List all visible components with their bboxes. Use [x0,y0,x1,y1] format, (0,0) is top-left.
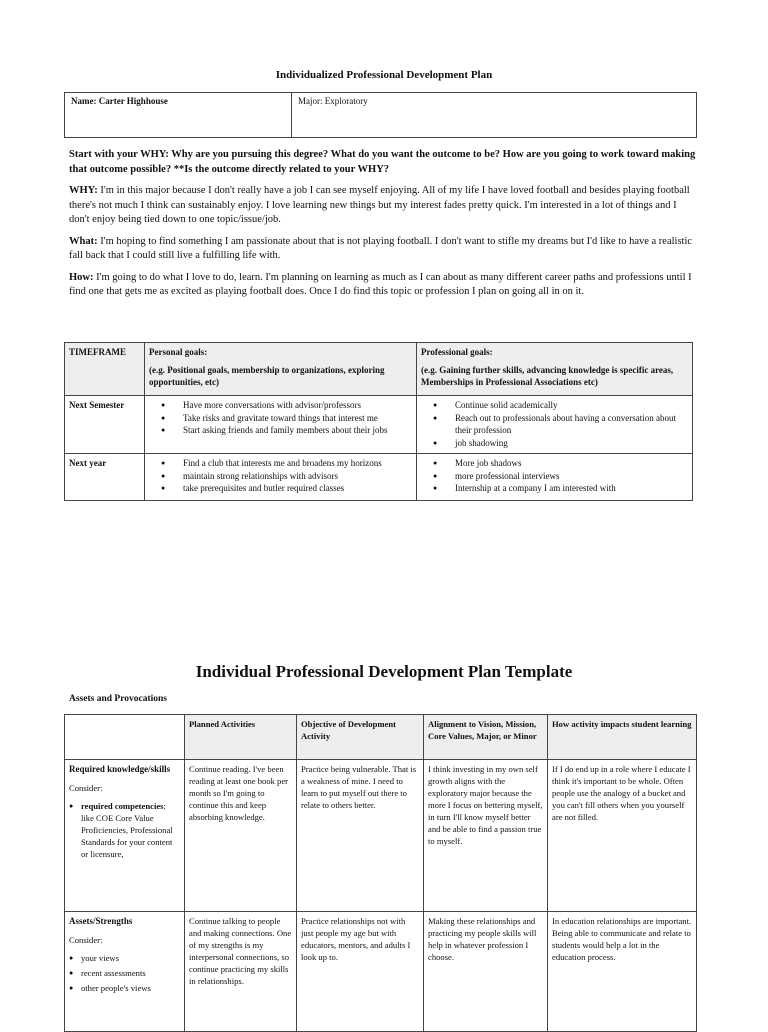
why-paragraph: WHY: I'm in this major because I don't really have a job I can see myself enjoying. All of my life I have loved football and besides playing football there's not much I think can sustainably enjoy. I love learning new things but my interest fades pretty quick. I'm interested in a lot of things and I don't enjoy being tied down to one topic/issue/job. [69,185,690,225]
header-timeframe: TIMEFRAME [65,343,145,396]
list-item: ● maintain strong relationships with advisors [183,470,412,483]
planned-cell: Continue talking to people and making connections. One of my strengths is my interpersonal connections, so continue practicing my skills in relationships. [185,912,297,1032]
list-item: ● Take risks and gravitate toward things that interest me [183,412,412,425]
impact-cell: In education relationships are important. Being able to communicate and relate to students would help a lot in the education process. [548,912,697,1032]
consider-list [69,952,180,994]
list-item: ● more professional interviews [455,470,688,483]
goals-row-next-year: Next year ● Find a club that interests me and broadens my horizons ● maintain strong relationships with advisors ● take prerequisites and butler required classes ● More job shadows ● more professional interviews ● Internship at a company I am interested with [65,454,693,501]
objective-cell: Practice being vulnerable. That is a weakness of mine. I need to learn to put myself out there to relate to others better. [297,760,424,912]
why-section [69,148,699,307]
template-title: Individual Professional Development Plan Template [195,662,573,681]
section-heading: Assets and Provocations [69,694,167,704]
list-item: ● Find a club that interests me and broadens my horizons [183,457,412,470]
plan-template-table [64,714,697,1032]
plan-title: Individualized Professional Development Plan [275,69,493,81]
personal-goals-list [149,457,412,495]
list-item: ● Internship at a company I am interested with [455,482,688,495]
header-planned-activities: Planned Activities [185,715,297,760]
header-professional-goals: Professional goals: (e.g. Gaining further skills, advancing knowledge is specific areas, Memberships in Professional Associations etc) [417,343,693,396]
what-paragraph: What: I'm hoping to find something I am passionate about that is not playing football. I don't want to stifle my dreams but I'd like to have a realistic fall back that I could still live a fulfilling life with. [69,235,693,261]
goals-row-next-semester: Next Semester ● Have more conversations with advisor/professors ● Take risks and gravitate toward things that interest me ● Start asking friends and family members about their jobs ● Continue solid academically ● Reach out to professionals about having a conversation about their profession ● job shadowing [65,396,693,454]
student-info-table [64,92,697,138]
personal-goals-list [149,399,412,437]
name-cell: Name: Carter Highhouse [65,93,292,138]
header-objective: Objective of Development Activity [297,715,424,760]
list-item: ● required competencies: like COE Core Value Proficiencies, Professional Standards for your content or licensure, [81,800,180,860]
header-alignment: Alignment to Vision, Mission, Core Values, Major, or Minor [424,715,548,760]
row-label: Required knowledge/skills [69,764,171,774]
table-row: Required knowledge/skills Consider: ● required competencies: like COE Core Value Proficiencies, Professional Standards for your content or licensure, Continue reading. I've been reading at least one book per month so I'm going to continue this and keep absorbing knowledge. Practice being vulnerable. That is a weakness of mine. I need to learn to put myself out there to relate to others better. I think investing in my own self growth aligns with the exploratory major because the more I focus on bettering myself, in turn I'll know myself better and be able to find a passion true to myself. If I do end up in a role where I educate I think it's important to be whole. Often people use the analogy of a bucket and you can't fill others when you yourself are not filled. [65,760,697,912]
consider-list [69,800,180,860]
list-item: ● Start asking friends and family members about their jobs [183,424,412,437]
list-item: ● your views [81,952,180,964]
list-item: ● job shadowing [455,437,688,450]
list-item: ● Have more conversations with advisor/professors [183,399,412,412]
why-prompt: Start with your WHY: Why are you pursuing this degree? What do you want the outcome to be? How are you going to work toward making that outcome possible? **Is the outcome directly related to your WHY? [69,149,696,175]
row-label: Assets/Strengths [69,916,133,926]
list-item: ● other people's views [81,982,180,994]
objective-cell: Practice relationships not with just people my age but with educators, mentors, and adults I look up to. [297,912,424,1032]
professional-goals-list [421,399,688,449]
list-item: ● Continue solid academically [455,399,688,412]
major-cell: Major: Exploratory [292,93,697,138]
header-impact: How activity impacts student learning [548,715,697,760]
list-item: ● recent assessments [81,967,180,979]
list-item: ● Reach out to professionals about having a conversation about their profession [455,412,688,437]
list-item: ● More job shadows [455,457,688,470]
list-item: ● take prerequisites and butler required classes [183,482,412,495]
professional-goals-list [421,457,688,495]
how-paragraph: How: I'm going to do what I love to do, learn. I'm planning on learning as much as I can about as many different career paths and professions until I find one that gets me as excited as playing football does. Once I do find this topic or profession I plan on going all in on it. [69,271,692,297]
alignment-cell: I think investing in my own self growth aligns with the exploratory major because the more I focus on bettering myself, in turn I'll know myself better and be able to find a passion true to myself. [424,760,548,912]
impact-cell: If I do end up in a role where I educate I think it's important to be whole. Often people use the analogy of a bucket and you can't fill others when you yourself are not filled. [548,760,697,912]
alignment-cell: Making these relationships and practicing my people skills will help in whatever profession I choose. [424,912,548,1032]
table-header-row [65,715,697,760]
goals-table [64,342,693,501]
header-personal-goals: Personal goals: (e.g. Positional goals, membership to organizations, exploring opportunities, etc) [145,343,417,396]
planned-cell: Continue reading. I've been reading at least one book per month so I'm going to continue this and keep absorbing knowledge. [185,760,297,912]
table-row: Assets/Strengths Consider: ● your views ● recent assessments ● other people's views Continue talking to people and making connections. One of my strengths is my interpersonal connections, so continue practicing my skills in relationships. Practice relationships not with just people my age but with educators, mentors, and adults I look up to. Making these relationships and practicing my people skills will help in whatever profession I choose. In education relationships are important. Being able to communicate and relate to students would help a lot in the education process. [65,912,697,1032]
